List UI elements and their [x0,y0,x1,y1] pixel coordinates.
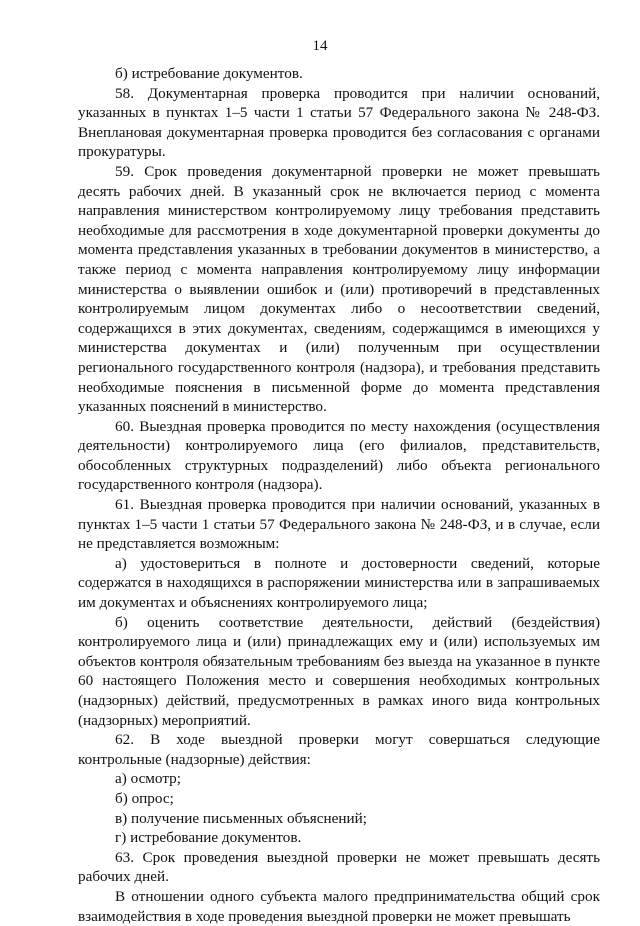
paragraph-62-g: г) истребование документов. [115,829,302,847]
paragraph-item-b-documents: б) истребование документов. [115,65,303,82]
page-number: 14 [312,38,328,54]
paragraph-61: 61. Выездная проверка проводится при наличии оснований, указанных в пунктах 1–5 части 1 статьи 57 Федерального закона № 248-ФЗ, и в случае, если не представляется возможным: [78,496,600,553]
document-body [78,64,600,926]
paragraph-63: 63. Срок проведения выездной проверки не может превышать десять рабочих дней. [78,848,600,886]
paragraph-59: 59. Срок проведения документарной проверки не может превышать десять рабочих дней. В указанный срок не включается период с момента направления министерством контролируемому лицу требования представить необходимые для рассмотрения в ходе документарной проверки документы до момента представления указанных в требовании документов в министерство, а также период с момента направления контролируемому лицу информации министерства о выявлении ошибок и (или) противоречий в представленных контролируемым лицом документах либо о несоответствии сведений, содержащихся в этих документах, сведениям, содержащимся в имеющихся у министерства документах и (или) полученным при осуществлении регионального государственного контроля (надзора), и требования представить необходимые пояснения в письменной форме до момента представления указанных пояснений в министерство. [78,162,600,416]
paragraph-62-v: в) получение письменных объяснений; [115,809,368,827]
paragraph-63-continued: В отношении одного субъекта малого предпринимательства общий срок взаимодействия в ходе проведения выездной проверки не может превышать [78,887,600,925]
paragraph-62-a: а) осмотр; [115,770,181,788]
paragraph-62: 62. В ходе выездной проверки могут совершаться следующие контрольные (надзорные) действия: [78,731,600,768]
paragraph-61-b: б) оценить соответствие деятельности, действий (бездействия) контролируемого лица и (или) принадлежащих ему и (или) используемых им объектов контроля обязательным требованиям без выезда на указанное в пункте 60 настоящего Положения место и совершения необходимых контрольных (надзорных) действий, предусмотренных в рамках иного вида контрольных (надзорных) мероприятий. [78,613,600,729]
paragraph-61-a: а) удостовериться в полноте и достоверности сведений, которые содержатся в находящихся в распоряжении министерства или в запрашиваемых им документах и объяснениях контролируемого лица; [78,554,600,612]
paragraph-62-b: б) опрос; [115,789,174,807]
paragraph-58: 58. Документарная проверка проводится при наличии оснований, указанных в пунктах 1–5 части 1 статьи 57 Федерального закона № 248-ФЗ. Внеплановая документарная проверка проводится без согласования с органами прокуратуры. [78,84,600,161]
paragraph-60: 60. Выездная проверка проводится по месту нахождения (осуществления деятельности) контролируемого лица (его филиалов, представительств, обособленных структурных подразделений) либо объекта регионального государственного контроля (надзора). [78,417,600,494]
